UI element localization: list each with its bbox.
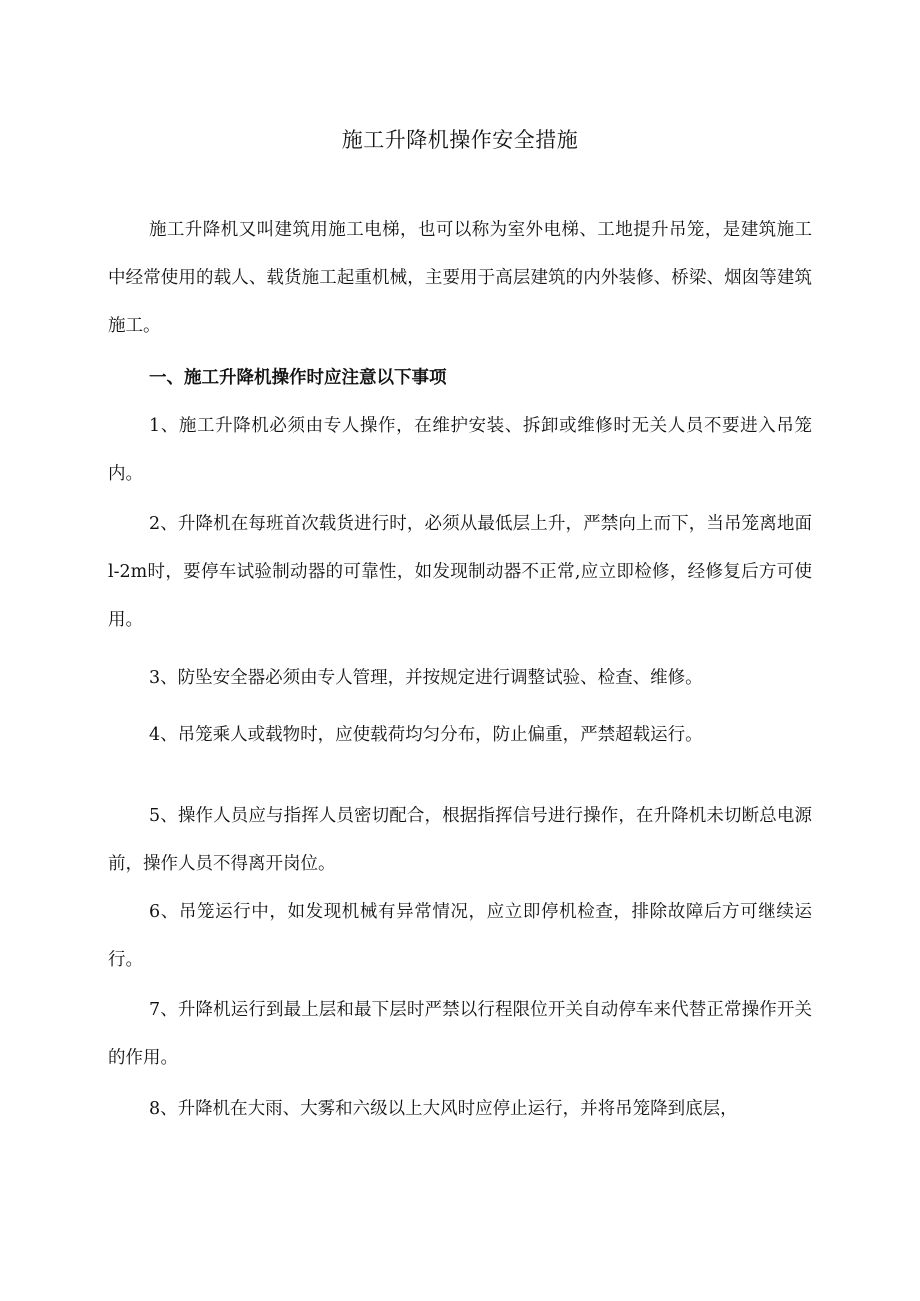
- list-item-7: 7、升降机运行到最上层和最下层时严禁以行程限位开关自动停车来代替正常操作开关的作用。: [108, 1000, 812, 1068]
- list-item-6: 6、吊笼运行中，如发现机械有异常情况，应立即停机检查，排除故障后方可继续运行。: [108, 902, 812, 970]
- list-item-4: 4、吊笼乘人或载物时，应使载荷均匀分布，防止偏重，严禁超载运行。: [149, 725, 703, 745]
- document-title: 施工升降机操作安全措施: [341, 128, 579, 152]
- intro-paragraph: 施工升降机又叫建筑用施工电梯，也可以称为室外电梯、工地提升吊笼，是建筑施工中经常使用的载人、载货施工起重机械，主要用于高层建筑的内外装修、桥梁、烟囱等建筑施工。: [108, 220, 812, 336]
- list-item-8: 8、升降机在大雨、大雾和六级以上大风时应停止运行，并将吊笼降到底层，: [149, 1099, 738, 1119]
- section-heading: 一、施工升降机操作时应注意以下事项: [149, 368, 447, 388]
- list-item-5: 5、操作人员应与指挥人员密切配合，根据指挥信号进行操作，在升降机未切断总电源前，操作人员不得离开岗位。: [108, 806, 812, 874]
- list-item-3: 3、防坠安全器必须由专人管理，并按规定进行调整试验、检查、维修。: [149, 668, 703, 688]
- list-item-2: 2、升降机在每班首次载货进行时，必须从最低层上升，严禁向上而下，当吊笼离地面l-2m时，要停车试验制动器的可靠性，如发现制动器不正常,应立即检修，经修复后方可使用。: [108, 514, 812, 630]
- list-item-1: 1、施工升降机必须由专人操作，在维护安装、拆卸或维修时无关人员不要进入吊笼内。: [108, 416, 812, 484]
